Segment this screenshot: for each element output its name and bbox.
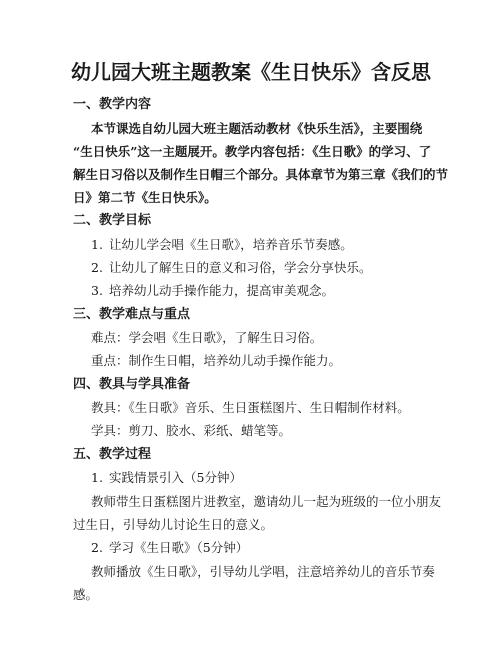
goal-text: 让幼儿学会唱《生日歌》，培养音乐节奏感。 xyxy=(109,237,353,252)
step-number: 1. xyxy=(91,470,103,485)
process-step-2-line-2: 感。 xyxy=(73,587,99,602)
goal-number: 2. xyxy=(91,260,103,275)
section-heading-key-points: 三、教学难点与重点 xyxy=(73,307,191,322)
section-heading-materials: 四、教具与学具准备 xyxy=(73,377,191,392)
content-line-3: 解生日习俗以及制作生日帽三个部分。具体章节为第三章《我们的节 xyxy=(73,167,449,182)
section-heading-content: 一、教学内容 xyxy=(73,97,152,112)
process-step-2-line-1: 教师播放《生日歌》，引导幼儿学唱，注意培养幼儿的音乐节奏 xyxy=(91,564,435,579)
key-point-difficulty: 难点：学会唱《生日歌》，了解生日习俗。 xyxy=(91,330,323,345)
content-line-4: 日》第二节《生日快乐》。 xyxy=(73,190,217,205)
goal-text: 培养幼儿动手操作能力，提高审美观念。 xyxy=(109,283,335,298)
key-point-focus: 重点：制作生日帽，培养幼儿动手操作能力。 xyxy=(91,353,342,368)
goal-item xyxy=(91,282,334,300)
section-heading-process: 五、教学过程 xyxy=(73,447,152,462)
page-title: 幼儿园大班主题教案《生日快乐》含反思 xyxy=(71,60,431,84)
step-title: 学习《生日歌》（5分钟） xyxy=(109,540,249,555)
process-step-1-line-2: 过生日，引导幼儿讨论生日的意义。 xyxy=(73,517,274,532)
materials-student: 学具：剪刀、胶水、彩纸、蜡笔等。 xyxy=(91,423,292,438)
goal-number: 3. xyxy=(91,283,103,298)
content-line-2: “生日快乐”这一主题展开。教学内容包括：《生日歌》的学习、了 xyxy=(73,144,432,159)
step-number: 2. xyxy=(91,540,103,555)
process-step-1-title xyxy=(91,469,242,487)
process-step-2-title xyxy=(91,539,248,557)
section-heading-goals: 二、教学目标 xyxy=(73,213,152,228)
goal-item xyxy=(91,259,372,277)
goal-item xyxy=(91,236,353,254)
materials-teacher: 教具：《生日歌》音乐、生日蛋糕图片、生日帽制作材料。 xyxy=(91,400,410,415)
step-title: 实践情景引入（5分钟） xyxy=(109,470,242,485)
goal-text: 让幼儿了解生日的意义和习俗，学会分享快乐。 xyxy=(109,260,372,275)
content-line-1: 本节课选自幼儿园大班主题活动教材《快乐生活》，主要围绕 xyxy=(91,121,423,136)
process-step-1-line-1: 教师带生日蛋糕图片进教室，邀请幼儿一起为班级的一位小朋友 xyxy=(91,494,442,509)
goal-number: 1. xyxy=(91,237,103,252)
